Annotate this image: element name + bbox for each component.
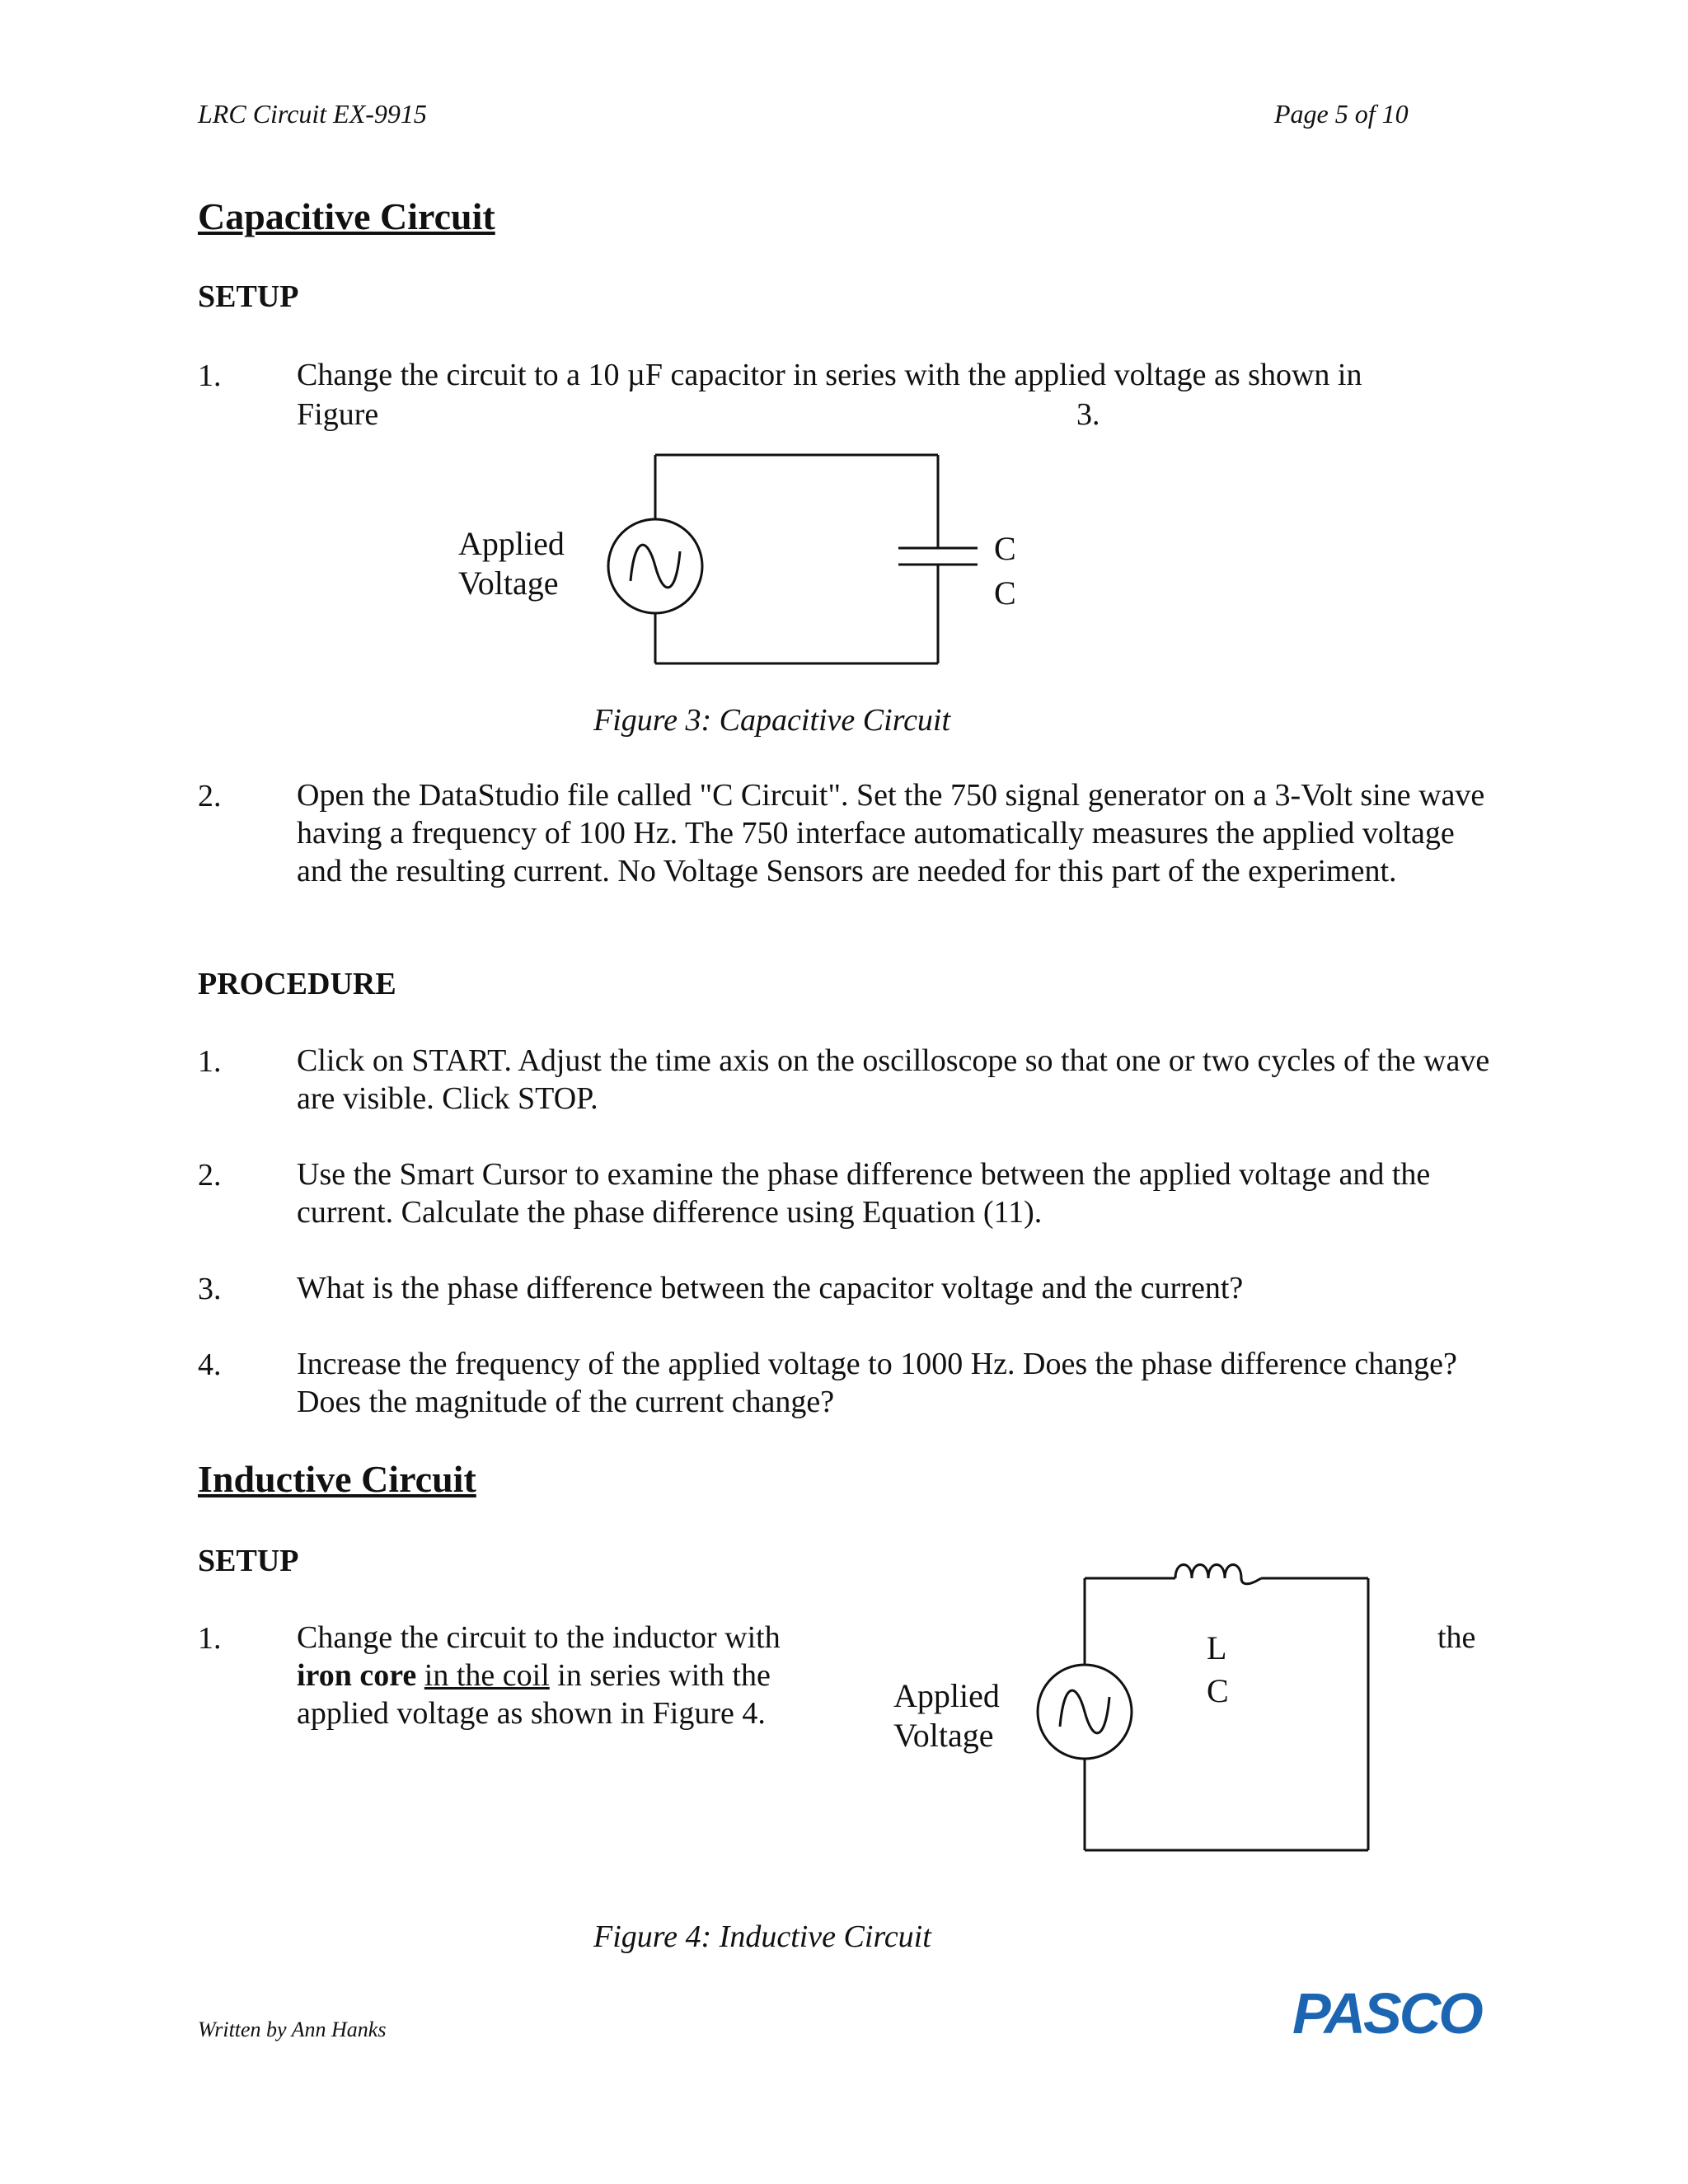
plain-text: in series with the [557,1658,771,1693]
setup-heading: SETUP [198,279,299,314]
inductor-coil-icon [1175,1565,1261,1584]
author-credit: Written by Ann Hanks [198,2018,387,2041]
list-item-text: applied voltage as shown in Figure 4. [297,1696,766,1731]
header-page-number: Page 5 of 10 [1274,99,1409,129]
list-item-text: 3. [1076,397,1100,432]
capacitor-label: C [994,574,1016,612]
capacitor-label: C [994,530,1016,567]
list-item-text: Use the Smart Cursor to examine the phase difference between the applied voltage and the current. Calculate the phase difference using Equation (11). [297,1157,1431,1230]
pasco-logo [1292,1981,1490,2046]
list-number: 2. [198,779,222,813]
figure-caption: Figure 3: Capacitive Circuit [593,703,951,738]
list-item-text: Increase the frequency of the applied voltage to 1000 Hz. Does the phase difference change? Does the magnitude of the current change? [297,1347,1457,1419]
list-number: 3. [198,1272,222,1306]
list-item-text: Open the DataStudio file called "C Circuit". Set the 750 signal generator on a 3-Volt sine wave having a frequency of 100 Hz. The 750 interface automatically measures the applied voltage and the resulting current. No Voltage Sensors are needed for this part of the experiment. [297,778,1485,888]
inductor-label: C [1207,1672,1229,1709]
applied-voltage-label: Voltage [893,1717,994,1754]
applied-voltage-label: Voltage [458,565,559,602]
list-number: 1. [198,1044,222,1079]
applied-voltage-label: Applied [458,525,565,562]
list-item-text: the [1437,1620,1476,1655]
setup-heading: SETUP [198,1544,299,1578]
pasco-logo-text: PASCO [1292,1981,1481,2046]
list-item-text: What is the phase difference between the capacitor voltage and the current? [297,1271,1244,1305]
section-title-capacitive: Capacitive Circuit [198,195,495,237]
underlined-text: in the coil [424,1658,550,1693]
section-title-inductive: Inductive Circuit [198,1458,476,1500]
list-item-text: Figure [297,397,379,432]
procedure-heading: PROCEDURE [198,967,396,1001]
list-number: 1. [198,359,222,393]
list-number: 4. [198,1347,222,1382]
applied-voltage-label: Applied [893,1677,1000,1714]
list-number: 2. [198,1158,222,1193]
list-number: 1. [198,1621,222,1656]
list-item-text: Click on START. Adjust the time axis on the oscilloscope so that one or two cycles of the wave are visible. Click STOP. [297,1043,1490,1116]
sine-wave-icon [1060,1690,1109,1733]
header-doc-title: LRC Circuit EX-9915 [198,99,427,129]
figure-caption: Figure 4: Inductive Circuit [593,1919,931,1954]
bold-text: iron core [297,1658,417,1693]
inductor-label: L [1207,1629,1227,1666]
list-item-text: Change the circuit to a 10 µF capacitor in series with the applied voltage as shown in [297,358,1362,392]
list-item-text: Change the circuit to the inductor with [297,1620,781,1655]
